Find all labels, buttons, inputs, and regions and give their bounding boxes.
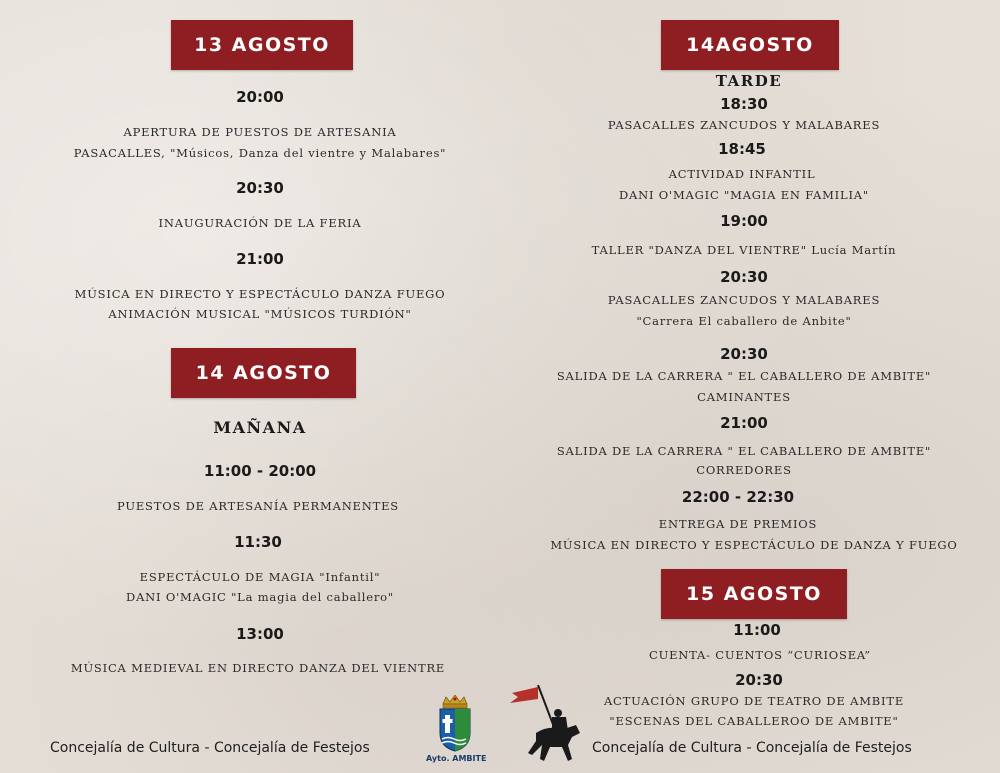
banner-15-agosto: 15 AGOSTO (661, 569, 847, 619)
knight-on-horse-icon (508, 685, 582, 765)
event-text: INAUGURACIÓN DE LA FERIA (158, 216, 362, 230)
event-text: DANI O'MAGIC "La magia del caballero" (126, 590, 394, 604)
time-14-2030b: 20:30 (720, 345, 768, 363)
event-text: ACTUACIÓN GRUPO DE TEATRO DE AMBITE (603, 694, 905, 708)
event-text: ANIMACIÓN MUSICAL "MÚSICOS TURDIÓN" (108, 307, 412, 321)
event-text: PASACALLES ZANCUDOS Y MALABARES (607, 118, 881, 132)
banner-14agosto-tarde: 14AGOSTO (661, 20, 839, 70)
time-14-1830: 18:30 (720, 95, 768, 113)
event-text: ESPECTÁCULO DE MAGIA "Infantil" (139, 570, 381, 584)
time-14-1130: 11:30 (234, 533, 282, 551)
time-13-2100: 21:00 (236, 250, 284, 268)
time-14-1100: 11:00 - 20:00 (203, 462, 317, 480)
time-14-1300: 13:00 (236, 625, 284, 643)
time-14-1845: 18:45 (718, 140, 766, 158)
event-text: MÚSICA EN DIRECTO Y ESPECTÁCULO DANZA FUEGO (74, 287, 446, 301)
event-text: SALIDA DE LA CARRERA " EL CABALLERO DE AMBITE" (556, 444, 932, 458)
event-text: "Carrera El caballero de Anbite" (636, 314, 852, 328)
banner-14-agosto: 14 AGOSTO (171, 348, 356, 398)
section-manana: MAÑANA (213, 418, 307, 437)
time-14-2100: 21:00 (720, 414, 768, 432)
event-text: TALLER "DANZA DEL VIENTRE" Lucía Martín (591, 243, 897, 257)
event-text: MÚSICA MEDIEVAL EN DIRECTO DANZA DEL VIENTRE (70, 661, 446, 675)
coat-of-arms-icon (436, 695, 474, 753)
event-text: CAMINANTES (697, 390, 791, 404)
section-tarde: TARDE (715, 72, 783, 90)
event-text: "ESCENAS DEL CABALLEROO DE AMBITE" (609, 714, 899, 728)
banner-13-agosto: 13 AGOSTO (171, 20, 353, 70)
event-text: SALIDA DE LA CARRERA " EL CABALLERO DE AMBITE" (556, 369, 932, 383)
crest-label: Ayto. AMBITE (426, 754, 487, 763)
time-15-1100: 11:00 (733, 621, 781, 639)
event-text: ENTREGA DE PREMIOS (658, 517, 818, 531)
time-15-2030: 20:30 (735, 671, 783, 689)
event-text: DANI O'MAGIC "MAGIA EN FAMILIA" (619, 188, 869, 202)
footer-right: Concejalía de Cultura - Concejalía de Festejos (592, 740, 912, 756)
event-text: MÚSICA EN DIRECTO Y ESPECTÁCULO DE DANZA Y FUEGO (550, 538, 958, 552)
footer-left: Concejalía de Cultura - Concejalía de Festejos (50, 740, 370, 756)
event-text: PASACALLES, "Músicos, Danza del vientre y Malabares" (73, 146, 447, 160)
time-14-2030a: 20:30 (720, 268, 768, 286)
event-text: APERTURA DE PUESTOS DE ARTESANIA (123, 125, 397, 139)
event-text: PASACALLES ZANCUDOS Y MALABARES (607, 293, 881, 307)
event-text: ACTIVIDAD INFANTIL (668, 167, 816, 181)
time-14-1900: 19:00 (720, 212, 768, 230)
time-13-2030: 20:30 (236, 179, 284, 197)
event-text: CUENTA- CUENTOS “CURIOSEA” (649, 648, 871, 662)
event-text: CORREDORES (696, 463, 792, 477)
time-13-2000: 20:00 (236, 88, 284, 106)
event-text: PUESTOS DE ARTESANÍA PERMANENTES (117, 499, 399, 513)
time-14-2200: 22:00 - 22:30 (681, 488, 795, 506)
